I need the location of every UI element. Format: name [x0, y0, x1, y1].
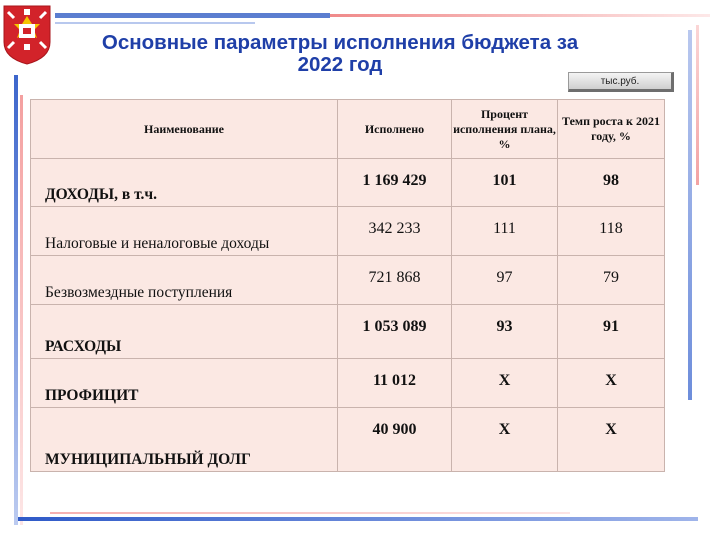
header-executed: Исполнено: [338, 100, 452, 159]
row-growth: Х: [558, 359, 665, 408]
budget-table: [30, 99, 665, 472]
row-growth: 79: [558, 256, 665, 305]
header-percent: Процент исполнения плана, %: [452, 100, 558, 159]
decor-top-blue-thin-line: [55, 22, 255, 24]
table-row: [31, 207, 665, 256]
decor-top-red-line: [330, 14, 710, 17]
row-percent: 101: [452, 159, 558, 207]
row-executed: 1 053 089: [338, 305, 452, 359]
row-percent: Х: [452, 408, 558, 472]
row-percent: 93: [452, 305, 558, 359]
table-row: [31, 359, 665, 408]
row-name: РАСХОДЫ: [31, 305, 338, 359]
coat-of-arms-icon: [2, 4, 52, 66]
row-executed: 40 900: [338, 408, 452, 472]
table-row: [31, 305, 665, 359]
row-name: Налоговые и неналоговые доходы: [31, 207, 338, 256]
table-header-row: [31, 100, 665, 159]
decor-left-red-line: [20, 95, 23, 525]
table-row: [31, 408, 665, 472]
row-executed: 1 169 429: [338, 159, 452, 207]
page-title: [60, 32, 620, 76]
row-name: МУНИЦИПАЛЬНЫЙ ДОЛГ: [31, 408, 338, 472]
row-growth: 118: [558, 207, 665, 256]
title-line-1: Основные параметры исполнения бюджета за: [101, 31, 579, 54]
row-name: ДОХОДЫ, в т.ч.: [31, 159, 338, 207]
table-row: [31, 159, 665, 207]
decor-bottom-red-line: [50, 512, 570, 514]
row-executed: 342 233: [338, 207, 452, 256]
table-row: [31, 256, 665, 305]
header-name: Наименование: [31, 100, 338, 159]
decor-right-blue-line: [688, 30, 692, 400]
row-name: Безвозмездные поступления: [31, 256, 338, 305]
decor-bottom-blue-line: [18, 517, 698, 521]
row-name: ПРОФИЦИТ: [31, 359, 338, 408]
row-executed: 11 012: [338, 359, 452, 408]
decor-right-red-line: [696, 25, 699, 185]
decor-left-blue-line: [14, 75, 18, 525]
row-growth: 98: [558, 159, 665, 207]
row-executed: 721 868: [338, 256, 452, 305]
row-growth: 91: [558, 305, 665, 359]
decor-top-blue-line: [55, 13, 330, 18]
unit-label: тыс.руб.: [568, 72, 674, 92]
header-growth: Темп роста к 2021 году, %: [558, 100, 665, 159]
row-percent: 111: [452, 207, 558, 256]
row-percent: 97: [452, 256, 558, 305]
row-percent: Х: [452, 359, 558, 408]
row-growth: Х: [558, 408, 665, 472]
title-line-2: 2022 год: [297, 53, 383, 76]
